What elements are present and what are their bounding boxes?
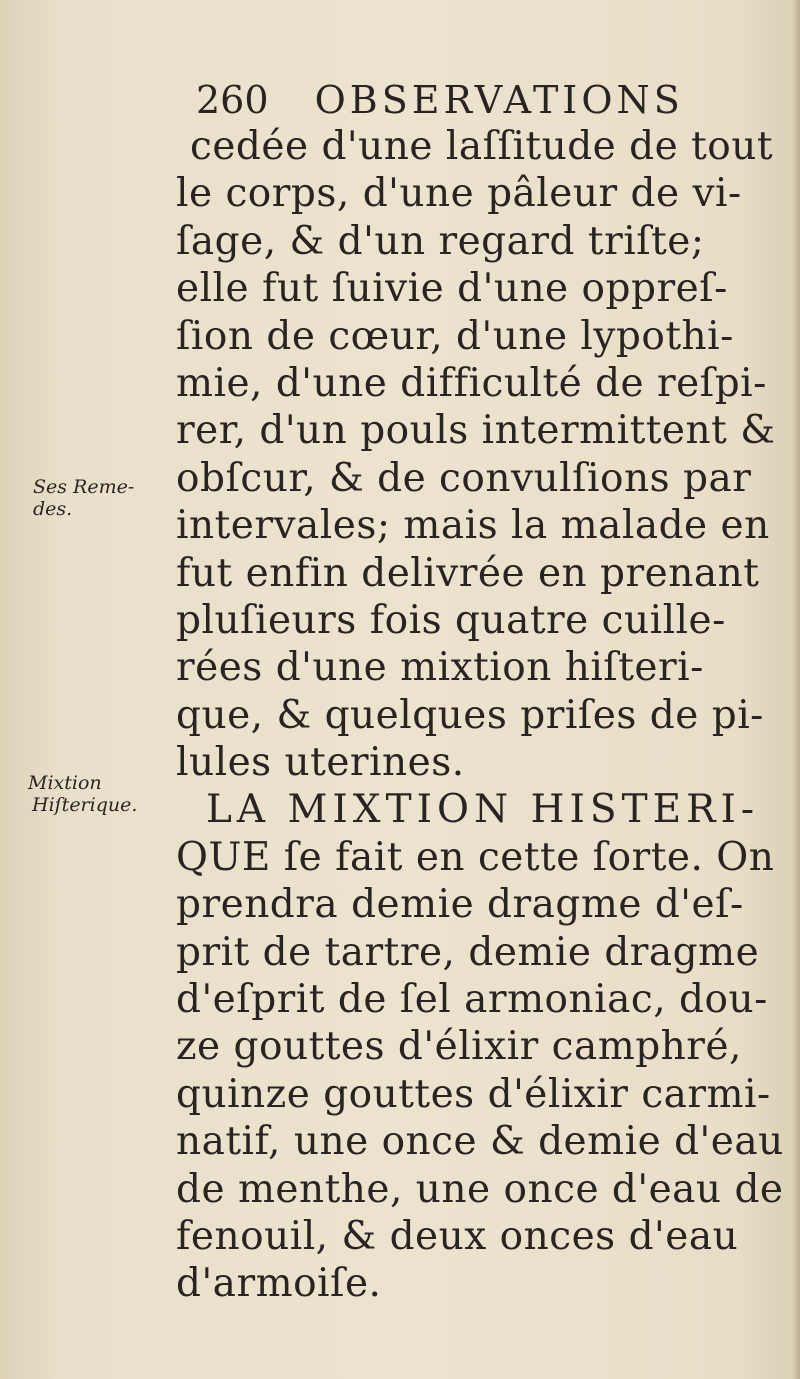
text-line: que, & quelques priſes de pi- — [176, 692, 764, 738]
text-line: ſion de cœur, d'une lypothi- — [176, 313, 734, 359]
body-text — [176, 123, 784, 1308]
text-line: natif, une once & demie d'eau — [176, 1119, 784, 1165]
text-line: fut enfin delivrée en prenant — [176, 550, 760, 596]
text-line: QUE ſe fait en cette ſorte. On — [176, 834, 775, 880]
text-line: cedée d'une laſſitude de tout — [190, 124, 774, 169]
text-line: intervales; mais la malade en — [176, 503, 770, 549]
text-line: quinze gouttes d'élixir carmi- — [176, 1071, 771, 1117]
text-line: rées d'une mixtion hiſteri- — [176, 645, 704, 691]
page-edge-shadow — [792, 0, 800, 1379]
text-line: mie, d'une difficulté de reſpi- — [176, 360, 767, 406]
margin-note-line: Mixtion — [28, 772, 102, 794]
page-number: 260 — [196, 78, 269, 122]
text-line: d'eſprit de ſel armoniac, dou- — [176, 977, 768, 1023]
text-line: obſcur, & de convulſions par — [176, 455, 752, 501]
margin-note-remedes — [33, 476, 134, 520]
text-line: fenouil, & deux onces d'eau — [176, 1213, 739, 1259]
section-heading-line: LA MIXTION HISTERI- — [206, 787, 760, 833]
margin-note-mixtion — [28, 772, 137, 816]
text-line: ze gouttes d'élixir camphré, — [176, 1024, 742, 1070]
text-line: de menthe, une once d'eau de — [176, 1166, 784, 1212]
text-line: rer, d'un pouls intermittent & — [176, 408, 776, 454]
text-line: elle fut ſuivie d'une oppreſ- — [176, 266, 728, 312]
margin-note-line: Hiſterique. — [32, 794, 138, 816]
margin-note-line: des. — [33, 498, 73, 520]
text-line: d'armoiſe. — [176, 1261, 382, 1307]
text-line: le corps, d'une pâleur de vi- — [176, 171, 742, 217]
text-line: prit de tartre, demie dragme — [176, 929, 760, 975]
text-line: lules uterines. — [176, 740, 465, 786]
text-line: prendra demie dragme d'eſ- — [176, 882, 744, 928]
text-line: pluſieurs fois quatre cuille- — [176, 597, 726, 643]
margin-note-line: Ses Reme- — [33, 476, 135, 498]
running-title: OBSERVATIONS — [314, 78, 684, 122]
running-header — [196, 74, 756, 126]
text-line: ſage, & d'un regard triſte; — [176, 218, 705, 264]
